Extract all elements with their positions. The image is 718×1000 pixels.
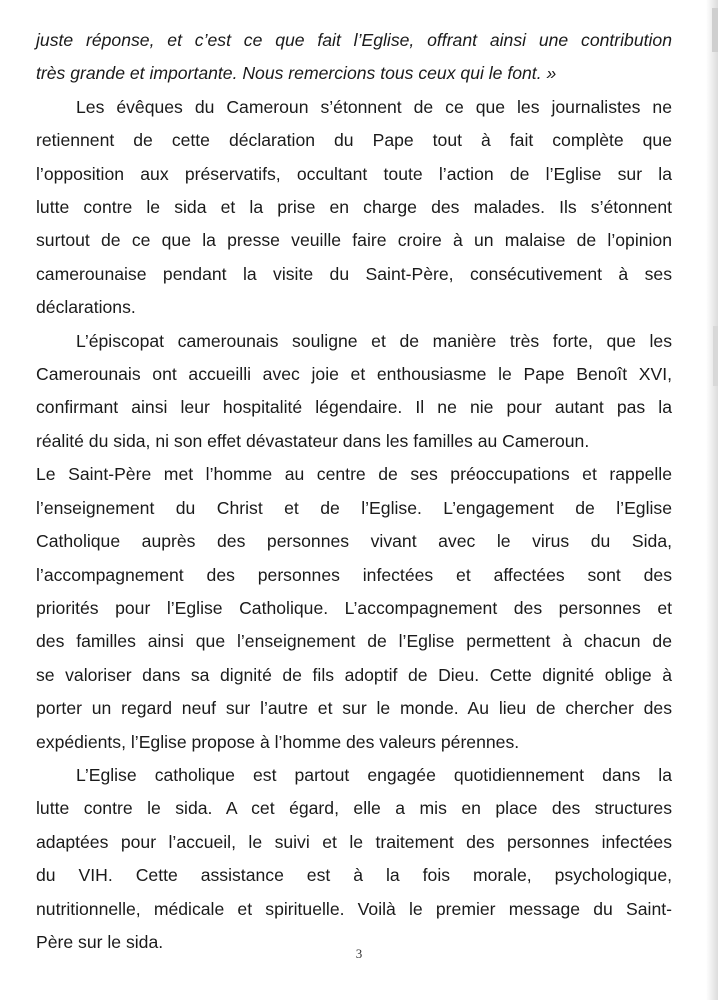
scan-artifact-top bbox=[712, 8, 718, 52]
text-line: Catholique auprès des personnes vivant avec le virus du Sida, bbox=[36, 531, 672, 552]
scan-edge-shadow bbox=[706, 0, 718, 1000]
paragraph-holy-father bbox=[36, 458, 672, 759]
text-line: retiennent de cette déclaration du Pape tout à fait complète que bbox=[36, 130, 672, 151]
text-line: adaptées pour l’accueil, le suivi et le traitement des personnes infectées bbox=[36, 831, 672, 852]
text-line: nutritionnelle, médicale et spirituelle. Voilà le premier message du Saint- bbox=[36, 898, 672, 919]
text-line: lutte contre le sida. A cet égard, elle a mis en place des structures bbox=[36, 798, 672, 819]
text-line: se valoriser dans sa dignité de fils adoptif de Dieu. Cette dignité oblige à bbox=[36, 664, 672, 685]
paragraph-episcopate bbox=[36, 325, 672, 459]
text-line: juste réponse, et c’est ce que fait l’Eglise, offrant ainsi une contribution bbox=[36, 30, 672, 50]
text-line: surtout de ce que la presse veuille faire croire à un malaise de l’opinion bbox=[36, 230, 672, 251]
text-line: l’accompagnement des personnes infectées et affectées sont des bbox=[36, 564, 672, 585]
text-line: Le Saint-Père met l’homme au centre de ses préoccupations et rappelle bbox=[36, 464, 672, 485]
text-line: des familles ainsi que l’enseignement de l’Eglise permettent à chacun de bbox=[36, 631, 672, 652]
scan-artifact-middle bbox=[713, 326, 718, 386]
document-page bbox=[36, 24, 672, 959]
paragraph-quote-end bbox=[36, 24, 672, 91]
text-line: l’opposition aux préservatifs, occultant toute l’action de l’Eglise sur la bbox=[36, 163, 672, 184]
text-line: déclarations. bbox=[36, 297, 136, 318]
text-line: L’épiscopat camerounais souligne et de manière très forte, que les bbox=[76, 330, 672, 351]
text-line: Camerounais ont accueilli avec joie et enthousiasme le Pape Benoît XVI, bbox=[36, 364, 672, 385]
text-line: priorités pour l’Eglise Catholique. L’accompagnement des personnes et bbox=[36, 597, 672, 618]
text-line: L’Eglise catholique est partout engagée quotidiennement dans la bbox=[76, 764, 672, 785]
paragraph-catholic-church-engagement bbox=[36, 759, 672, 959]
text-line: camerounaise pendant la visite du Saint-Père, consécutivement à ses bbox=[36, 263, 672, 284]
text-line: réalité du sida, ni son effet dévastateur dans les familles au Cameroun. bbox=[36, 430, 590, 451]
text-line: porter un regard neuf sur l’autre et sur le monde. Au lieu de chercher des bbox=[36, 698, 672, 719]
text-line: très grande et importante. Nous remercions tous ceux qui le font. » bbox=[36, 63, 557, 84]
text-line: Les évêques du Cameroun s’étonnent de ce que les journalistes ne bbox=[76, 96, 672, 117]
text-line: Père sur le sida. bbox=[36, 931, 164, 952]
text-line: lutte contre le sida et la prise en charge des malades. Ils s’étonnent bbox=[36, 197, 672, 218]
page-number: 3 bbox=[355, 946, 363, 961]
text-line: l’enseignement du Christ et de l’Eglise. L’engagement de l’Eglise bbox=[36, 497, 672, 518]
text-line: expédients, l’Eglise propose à l’homme des valeurs pérennes. bbox=[36, 731, 520, 752]
paragraph-bishops-surprise bbox=[36, 91, 672, 325]
text-line: du VIH. Cette assistance est à la fois morale, psychologique, bbox=[36, 865, 672, 886]
text-line: confirmant ainsi leur hospitalité légendaire. Il ne nie pour autant pas la bbox=[36, 397, 672, 418]
